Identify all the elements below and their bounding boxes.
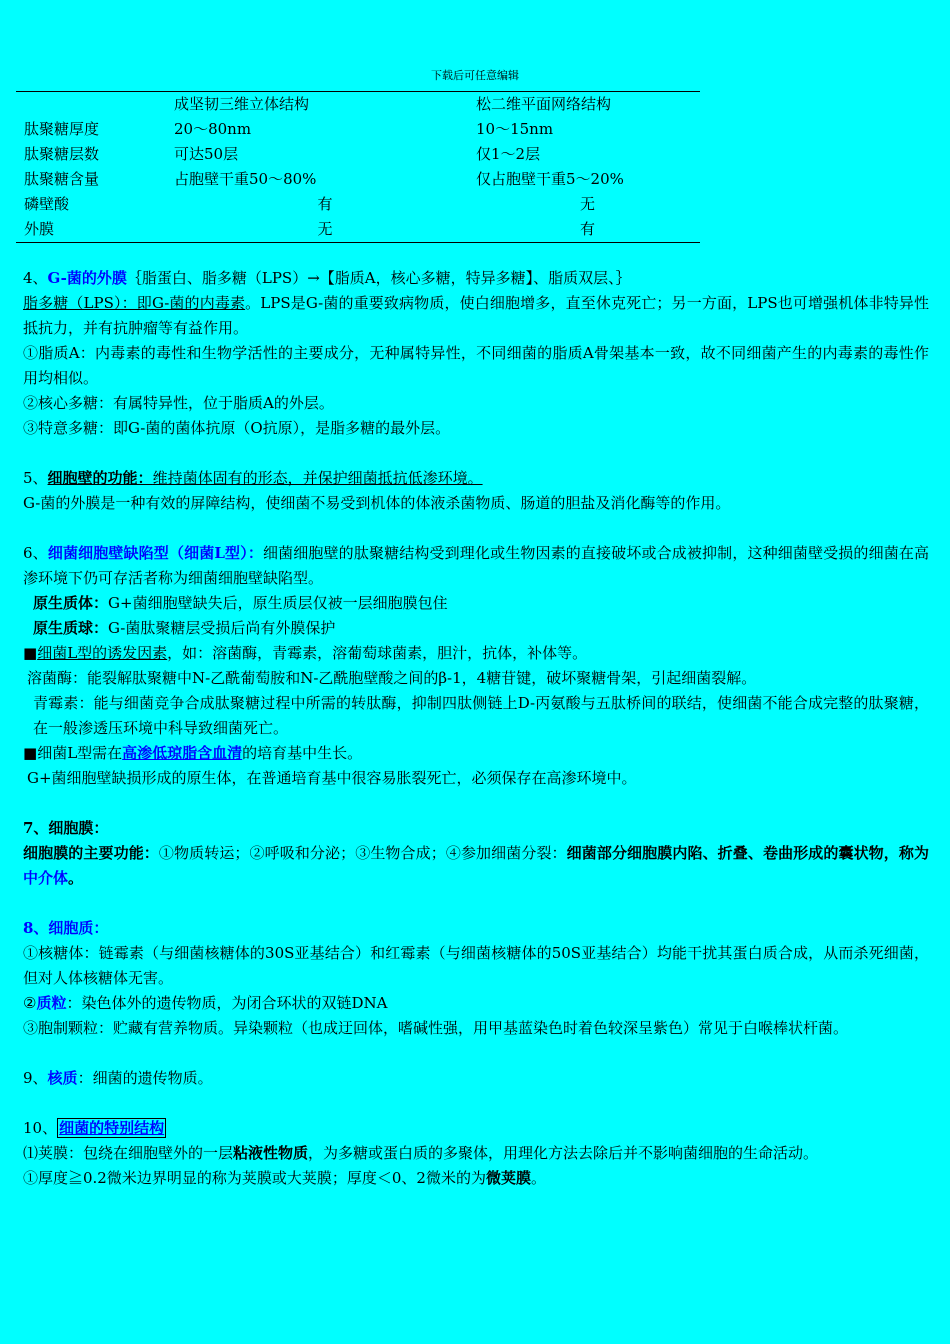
- protoplast-text: G+菌细胞壁缺失后，原生质层仅被一层细胞膜包住: [108, 594, 448, 612]
- table-cell: 仅1～2层: [476, 145, 541, 163]
- section-10-heading: [23, 1116, 929, 1141]
- microcapsule-key: 微荚膜: [485, 1169, 531, 1187]
- table-cell: 有: [580, 220, 596, 238]
- plasmid-text: ：染色体外的遗传物质，为闭合环状的双链DNA: [66, 994, 388, 1012]
- table-row: [16, 92, 700, 118]
- section-8-title: 8、细胞质：: [23, 919, 109, 937]
- comparison-table: [16, 91, 700, 243]
- lps-label: 脂多糖（LPS）：即G-菌的内毒素: [23, 294, 246, 312]
- mesosome-key: 中介体: [23, 869, 69, 887]
- specific-polysaccharide-item: ③特意多糖：即G-菌的菌体抗原（O抗原），是脂多糖的最外层。: [23, 419, 451, 437]
- granule-item: ③胞制颗粒：贮藏有营养物质。异染颗粒（也成迂回体，嗜碱性强，用甲基蓝染色时着色较深呈紫色）常见于白喉棒状杆菌。: [23, 1019, 849, 1037]
- protoplast-line: [23, 591, 929, 616]
- capsule-pre: ⑴荚膜：包绕在细胞壁外的一层: [23, 1144, 234, 1162]
- section-4-heading: [23, 266, 929, 291]
- table-cell: 无: [317, 220, 333, 238]
- protoplast-label: 原生质体：: [33, 594, 109, 612]
- square-bullet-icon: ■: [23, 644, 38, 662]
- membrane-function-list: ①物质转运；②呼吸和分泌；③生物合成；④参加细菌分裂：: [158, 844, 567, 862]
- mesosome-text: 细菌部分细胞膜内陷、折叠、卷曲形成的囊状物，称为: [566, 844, 929, 862]
- section-5-title-rest: 维持菌体固有的形态，并保护细菌抵抗低渗环境。: [152, 469, 483, 487]
- medium-key: 高渗低琼脂含血清: [122, 744, 243, 762]
- square-bullet-icon: ■: [23, 744, 38, 762]
- ribosome-item: ①核糖体：链霉素（与细菌核糖体的30S亚基结合）和红霉素（与细菌核糖体的50S亚基结合）均能干扰其蛋白质合成，从而杀死细菌，但对人体核糖体无害。: [23, 944, 929, 987]
- section-6-text: 细菌细胞壁的肽聚糖结构受到理化或生物因素的直接破坏或合成被抑制，这种细菌壁受损的细菌在高渗环境下仍可存活者称为细菌细胞壁缺陷型。: [23, 544, 929, 587]
- section-10-title: 细菌的特别结构: [59, 1119, 165, 1137]
- section-5-title: 细胞壁的功能：: [47, 469, 153, 487]
- induce-label: 细菌L型的诱发因素: [37, 644, 168, 662]
- item-marker: ②: [23, 994, 37, 1012]
- medium-pre: 细菌L型需在: [37, 744, 123, 762]
- table-row: [16, 117, 700, 142]
- membrane-function-label: 细胞膜的主要功能：: [23, 844, 159, 862]
- table-row: [16, 167, 700, 192]
- table-cell: 磷壁酸: [24, 195, 70, 213]
- table-row: [16, 217, 700, 243]
- section-number: 6、: [23, 544, 48, 562]
- section-6-title: 细菌细胞壁缺陷型（细菌L型）：: [47, 544, 263, 562]
- table-cell: 肽聚糖厚度: [24, 120, 100, 138]
- spheroplast-text: G-菌肽聚糖层受损后尚有外膜保护: [108, 619, 336, 637]
- plasmid-key: 质粒: [36, 994, 67, 1012]
- section-7-title: 7、细胞膜：: [23, 819, 109, 837]
- section-number: 4、: [23, 269, 48, 287]
- table-cell: 无: [580, 195, 596, 213]
- thickness-post: 。: [530, 1169, 546, 1187]
- thickness-pre: ①厚度≧0.2微米边界明显的称为荚膜或大荚膜；厚度＜0、2微米的为: [23, 1169, 486, 1187]
- section-9-line: [23, 1066, 929, 1091]
- medium-post: 的培育基中生长。: [242, 744, 363, 762]
- spheroplast-line: [23, 616, 929, 641]
- table-cell: 肽聚糖层数: [24, 145, 100, 163]
- table-cell: 成坚韧三维立体结构: [174, 95, 310, 113]
- section-4-outline: ｛脂蛋白、脂多糖（LPS）→【脂质A，核心多糖，特异多糖】、脂质双层、｝: [126, 269, 631, 287]
- lysozyme-line: 溶菌酶：能裂解肽聚糖中N-乙酰葡萄胺和N-乙酰胞壁酸之间的β-1，4糖苷键，破坏聚糖骨架，引起细菌裂解。: [27, 669, 757, 687]
- section-number: 9、: [23, 1069, 48, 1087]
- spheroplast-label: 原生质球：: [33, 619, 109, 637]
- document-body: [23, 266, 929, 1191]
- lps-paragraph: [23, 291, 929, 341]
- induce-text: ，如：溶菌酶，青霉素，溶葡萄球菌素，胆汁，抗体，补体等。: [167, 644, 588, 662]
- table-cell: 肽聚糖含量: [24, 170, 100, 188]
- section-6-paragraph: [23, 541, 929, 591]
- outer-membrane-paragraph: G-菌的外膜是一种有效的屏障结构，使细菌不易受到机体的体液杀菌物质、肠道的胆盐及消化酶等的作用。: [23, 494, 731, 512]
- table-cell: 仅占胞壁干重5～20%: [476, 170, 624, 188]
- medium-line: [23, 741, 929, 766]
- table-row: [16, 192, 700, 217]
- thickness-line: [23, 1166, 929, 1191]
- section-number: 5、: [23, 469, 48, 487]
- mesosome-end: 。: [68, 869, 84, 887]
- header-note: 下载后可任意编辑: [431, 69, 519, 82]
- capsule-post: ，为多糖或蛋白质的多聚体，用理化方法去除后并不影响菌细胞的生命活动。: [308, 1144, 819, 1162]
- table-cell: 有: [317, 195, 333, 213]
- membrane-function-paragraph: [23, 841, 929, 891]
- lipid-a-item: ①脂质A：内毒素的毒性和生物学活性的主要成分，无种属特异性，不同细菌的脂质A骨架基本一致，故不同细菌产生的内毒素的毒性作用均相似。: [23, 344, 929, 387]
- penicillin-line: 青霉素：能与细菌竞争合成肽聚糖过程中所需的转肽酶，抑制四肽侧链上D-丙氨酸与五肽桥间的联结，使细菌不能合成完整的肽聚糖，在一般渗透压环境中科导致细菌死亡。: [33, 694, 929, 737]
- table-cell: 20～80nm: [174, 120, 252, 138]
- nucleoid-key: 核质: [47, 1069, 78, 1087]
- section-5-heading: [23, 466, 929, 491]
- lps-text: 。LPS是G-菌的重要致病物质，使白细胞增多，直至休克死亡；另一方面，LPS也可增强机体非特异性抵抗力，并有抗肿瘤等有益作用。: [23, 294, 929, 337]
- capsule-line: [23, 1141, 929, 1166]
- plasmid-item: [23, 991, 929, 1016]
- capsule-key: 粘液性物质: [233, 1144, 309, 1162]
- table-cell: 10～15nm: [476, 120, 554, 138]
- section-number: 10、: [23, 1119, 58, 1137]
- table-row: [16, 142, 700, 167]
- table-cell: 外膜: [24, 220, 55, 238]
- table-cell: 占胞壁干重50～80%: [174, 170, 317, 188]
- induce-line: [23, 641, 929, 666]
- protoplast-note: G+菌细胞壁缺损形成的原生体，在普通培育基中很容易胀裂死亡，必须保存在高渗环境中。: [27, 769, 637, 787]
- table-cell: [16, 92, 174, 118]
- table-cell: 松二维平面网络结构: [476, 95, 612, 113]
- section-4-title: G-菌的外膜: [47, 269, 127, 287]
- core-polysaccharide-item: ②核心多糖：有属特异性，位于脂质A的外层。: [23, 394, 334, 412]
- table-cell: 可达50层: [174, 145, 239, 163]
- nucleoid-text: ：细菌的遗传物质。: [77, 1069, 213, 1087]
